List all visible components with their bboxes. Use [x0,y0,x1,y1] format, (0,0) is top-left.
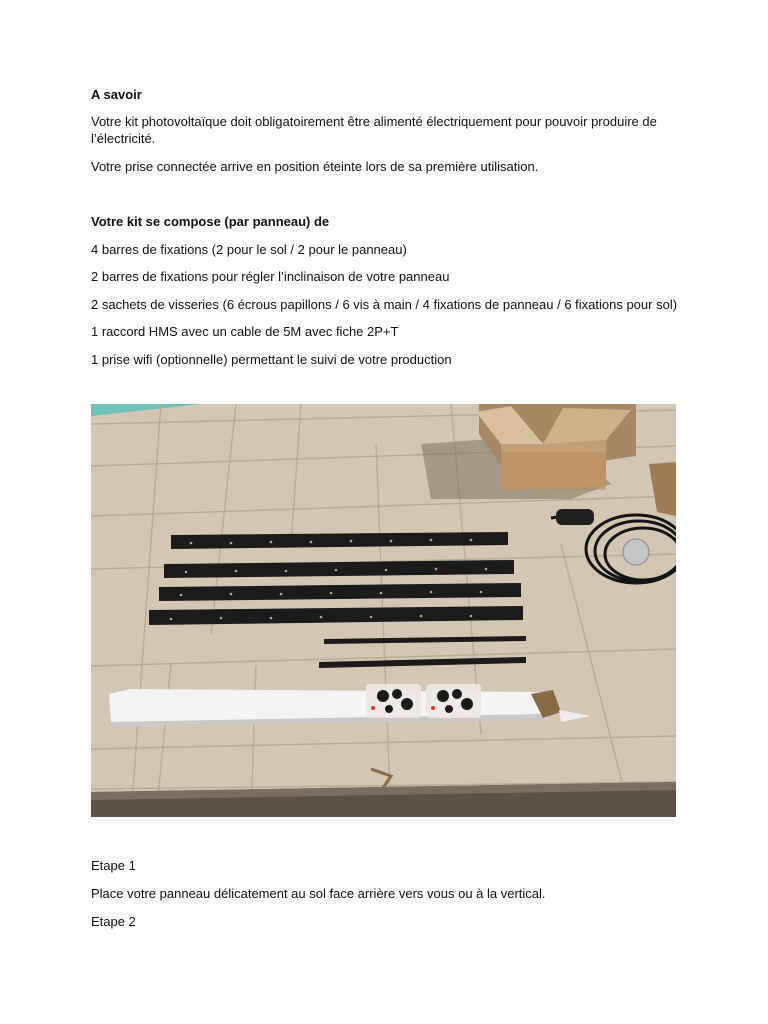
list-item: 2 sachets de visseries (6 écrous papillons / 6 vis à main / 4 fixations de panneau / 6 fixations pour sol) [91,297,678,312]
paragraph-power-requirement: Votre kit photovoltaïque doit obligatoirement être alimenté électriquement pour pouvoir produire de l’électricité. [91,114,657,146]
step-1-text: Place votre panneau délicatement au sol face arrière vers vous ou à la vertical. [91,886,546,901]
list-item: 2 barres de fixations pour régler l’inclinaison de votre panneau [91,269,450,284]
list-item: 1 raccord HMS avec un cable de 5M avec fiche 2P+T [91,324,399,339]
step-1-title: Etape 1 [91,858,136,873]
step-2-title: Etape 2 [91,914,136,929]
list-item: 1 prise wifi (optionnelle) permettant le suivi de votre production [91,352,452,367]
heading-kit-contents: Votre kit se compose (par panneau) de [91,214,330,229]
heading-a-savoir: A savoir [91,87,142,102]
list-item: 4 barres de fixations (2 pour le sol / 2 pour le panneau) [91,242,407,257]
kit-components-photo [91,404,676,817]
paragraph-smart-plug-state: Votre prise connectée arrive en position éteinte lors de sa première utilisation. [91,159,539,174]
